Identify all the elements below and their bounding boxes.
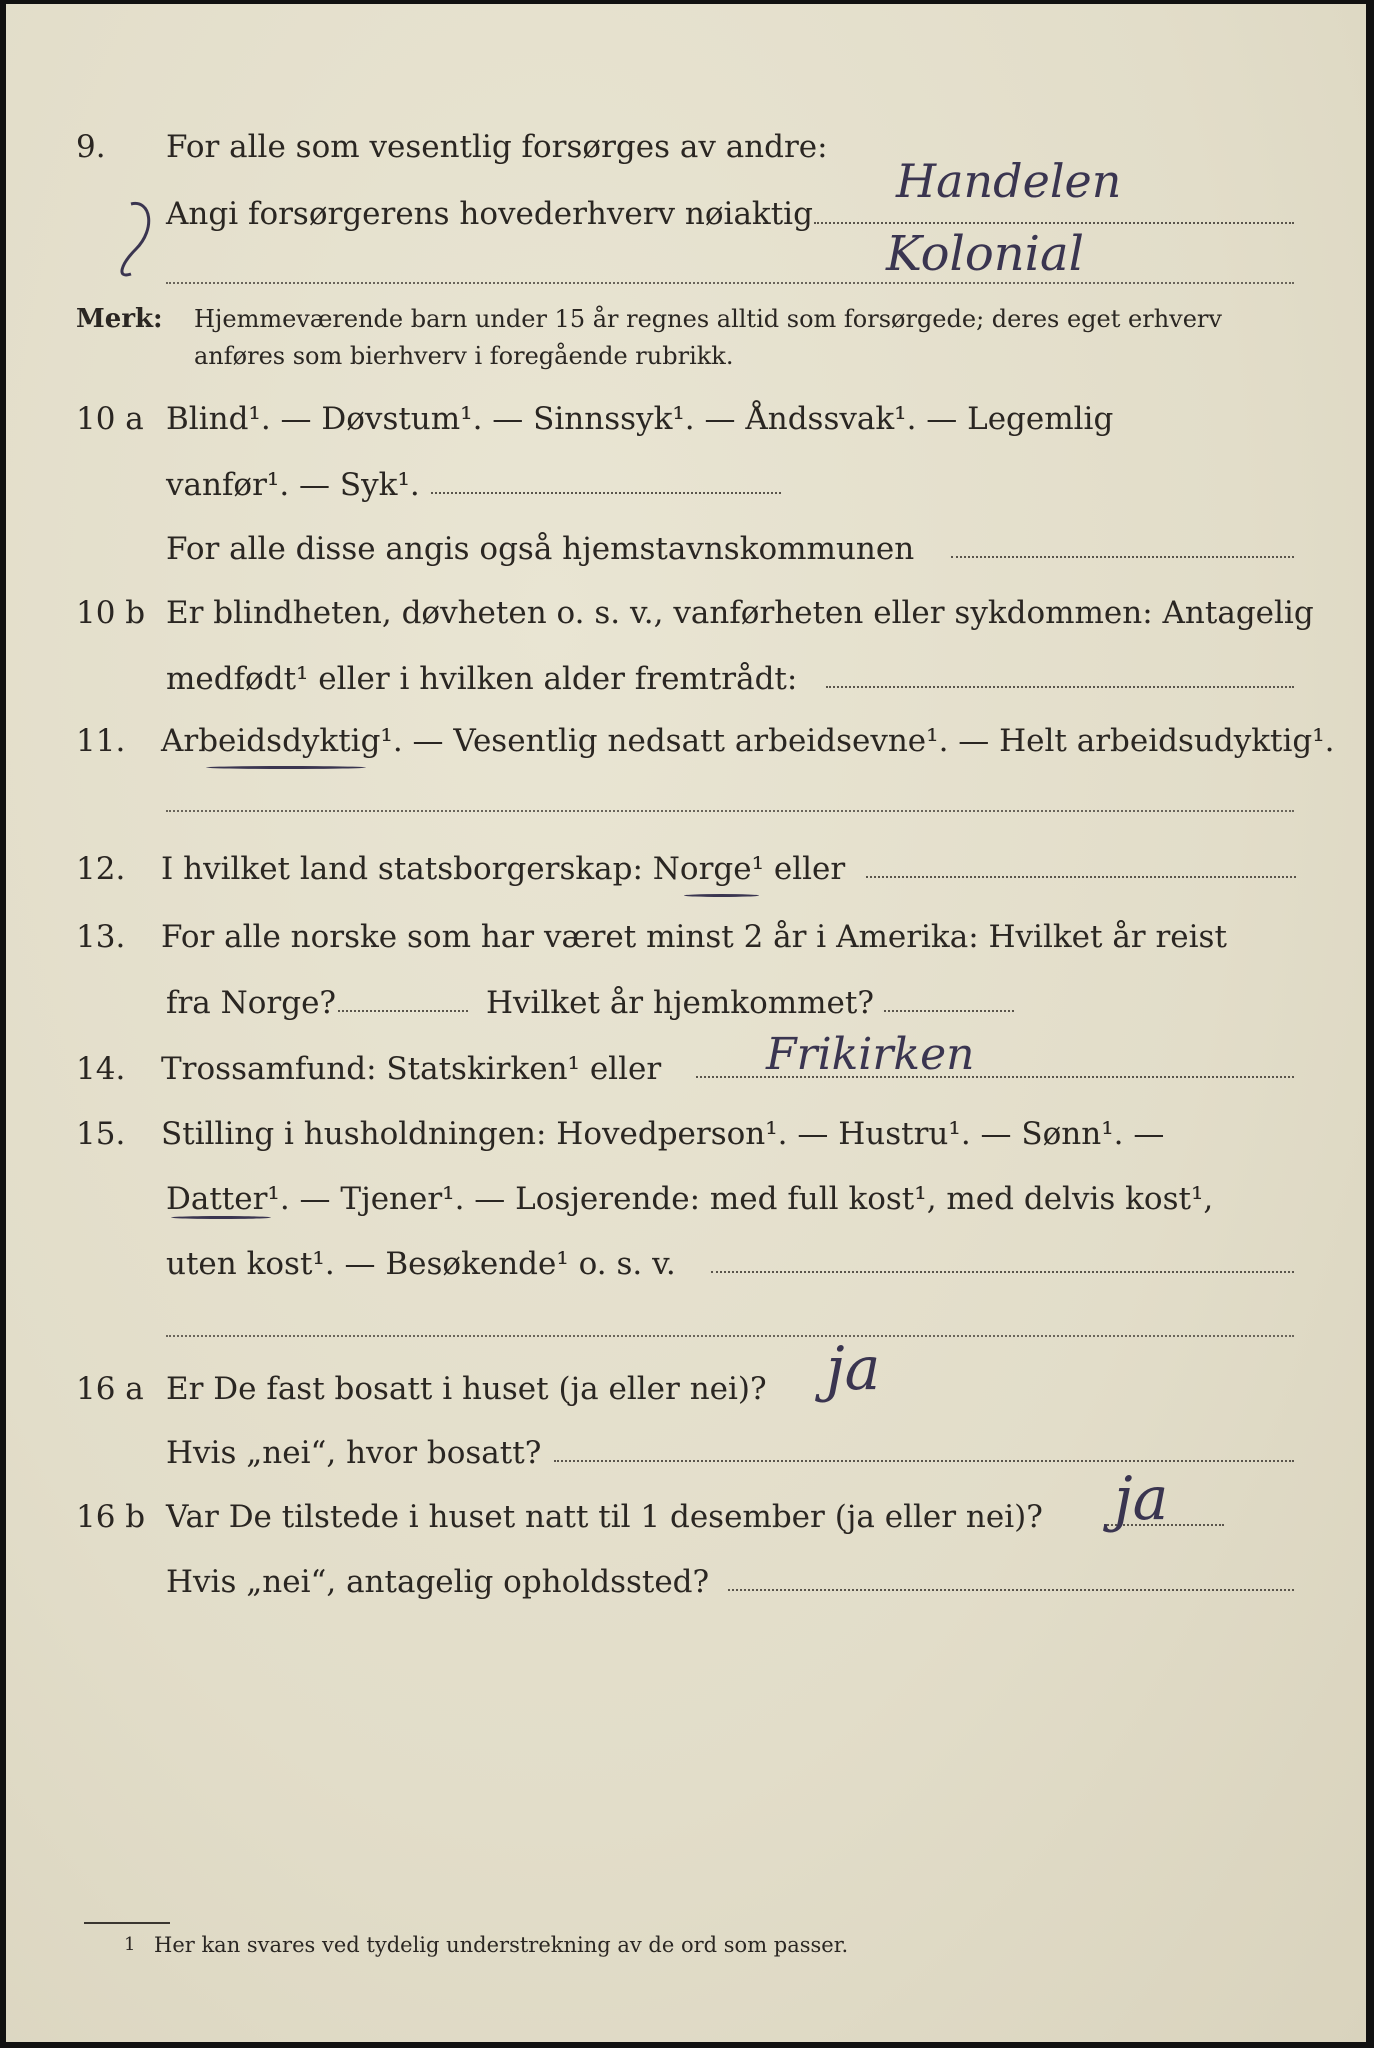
q16b-line1: Var De tilstede i huset natt til 1 desember (ja eller nei)? — [166, 1499, 1043, 1535]
q10a-line1: Blind¹. — Døvstum¹. — Sinnssyk¹. — Åndssvak¹. — Legemlig — [166, 401, 1114, 437]
q9-margin-mark — [111, 194, 171, 284]
q9-answer-line1 — [814, 222, 1294, 224]
q9-line2: Angi forsørgerens hovederhverv nøiaktig — [166, 196, 813, 232]
q16a-answer-line — [554, 1460, 1294, 1462]
q16b-answer: ja — [1114, 1464, 1169, 1534]
q10a-number: 10 a — [76, 401, 144, 437]
footnote-mark: 1 — [124, 1934, 136, 1955]
q13-line2b: Hvilket år hjemkommet? — [486, 985, 874, 1021]
q10a-answer-line — [431, 492, 781, 494]
q11-answer-line — [166, 810, 1294, 812]
q11-underline-mark — [206, 766, 366, 769]
census-form-page — [6, 4, 1366, 2042]
q15-line2: Datter¹. — Tjener¹. — Losjerende: med full kost¹, med delvis kost¹, — [166, 1181, 1214, 1217]
q10b-number: 10 b — [76, 595, 146, 631]
q14-number: 14. — [76, 1051, 126, 1087]
q10a-line3: For alle disse angis også hjemstavnskommunen — [166, 531, 915, 567]
q9-answer2: Kolonial — [886, 226, 1084, 282]
q16a-answer: ja — [826, 1334, 881, 1404]
q14-line1: Trossamfund: Statskirken¹ eller — [161, 1051, 662, 1087]
q15-underline-mark — [171, 1216, 271, 1219]
q13-return-line — [884, 1010, 1014, 1012]
merk-label: Merk: — [76, 304, 163, 334]
q10a-line2: vanfør¹. — Syk¹. — [166, 467, 420, 503]
q12-line1: I hvilket land statsborgerskap: Norge¹ eller — [161, 851, 846, 887]
q16a-line2: Hvis „nei“, hvor bosatt? — [166, 1435, 542, 1471]
q9-answer1: Handelen — [896, 154, 1122, 208]
q16b-line2: Hvis „nei“, antagelig opholdssted? — [166, 1564, 710, 1600]
q9-line1: For alle som vesentlig forsørges av andre: — [166, 129, 828, 165]
footnote-rule — [84, 1922, 170, 1924]
q12-underline-mark — [684, 894, 759, 897]
q13-number: 13. — [76, 919, 126, 955]
q11-line1: Arbeidsdyktig¹. — Vesentlig nedsatt arbeidsevne¹. — Helt arbeidsudyktig¹. — [161, 723, 1335, 759]
q16b-number: 16 b — [76, 1499, 146, 1535]
q13-line2a: fra Norge? — [166, 985, 337, 1021]
q15-answer-line — [711, 1271, 1294, 1273]
q10b-line2: medfødt¹ eller i hvilken alder fremtrådt: — [166, 661, 798, 697]
q10b-line1: Er blindheten, døvheten o. s. v., vanførheten eller sykdommen: Antagelig — [166, 595, 1314, 631]
merk-line1: Hjemmeværende barn under 15 år regnes alltid som forsørgede; deres eget erhverv — [194, 305, 1222, 333]
q15-line1: Stilling i husholdningen: Hovedperson¹. — Hustru¹. — Sønn¹. — — [161, 1116, 1165, 1152]
q9-number: 9. — [76, 129, 106, 165]
q15-line3: uten kost¹. — Besøkende¹ o. s. v. — [166, 1246, 676, 1282]
q10b-answer-line — [826, 686, 1294, 688]
q12-answer-line — [866, 876, 1296, 878]
q16a-line1: Er De fast bosatt i huset (ja eller nei)? — [166, 1371, 767, 1407]
q12-number: 12. — [76, 851, 126, 887]
q16b-answer-line2 — [728, 1589, 1294, 1591]
q10a-hometown-line — [951, 556, 1294, 558]
q16a-number: 16 a — [76, 1371, 144, 1407]
q13-departure-line — [338, 1010, 468, 1012]
q13-line1: For alle norske som har været minst 2 år i Amerika: Hvilket år reist — [161, 919, 1227, 955]
q14-answer: Frikirken — [766, 1029, 975, 1080]
q9-answer-line2 — [166, 282, 1294, 284]
merk-line2: anføres som bierhverv i foregående rubrikk. — [194, 342, 734, 370]
q15-number: 15. — [76, 1116, 126, 1152]
q11-number: 11. — [76, 723, 126, 759]
footnote-text: Her kan svares ved tydelig understrekning av de ord som passer. — [154, 1933, 849, 1957]
q15-extra-line — [166, 1335, 1294, 1337]
